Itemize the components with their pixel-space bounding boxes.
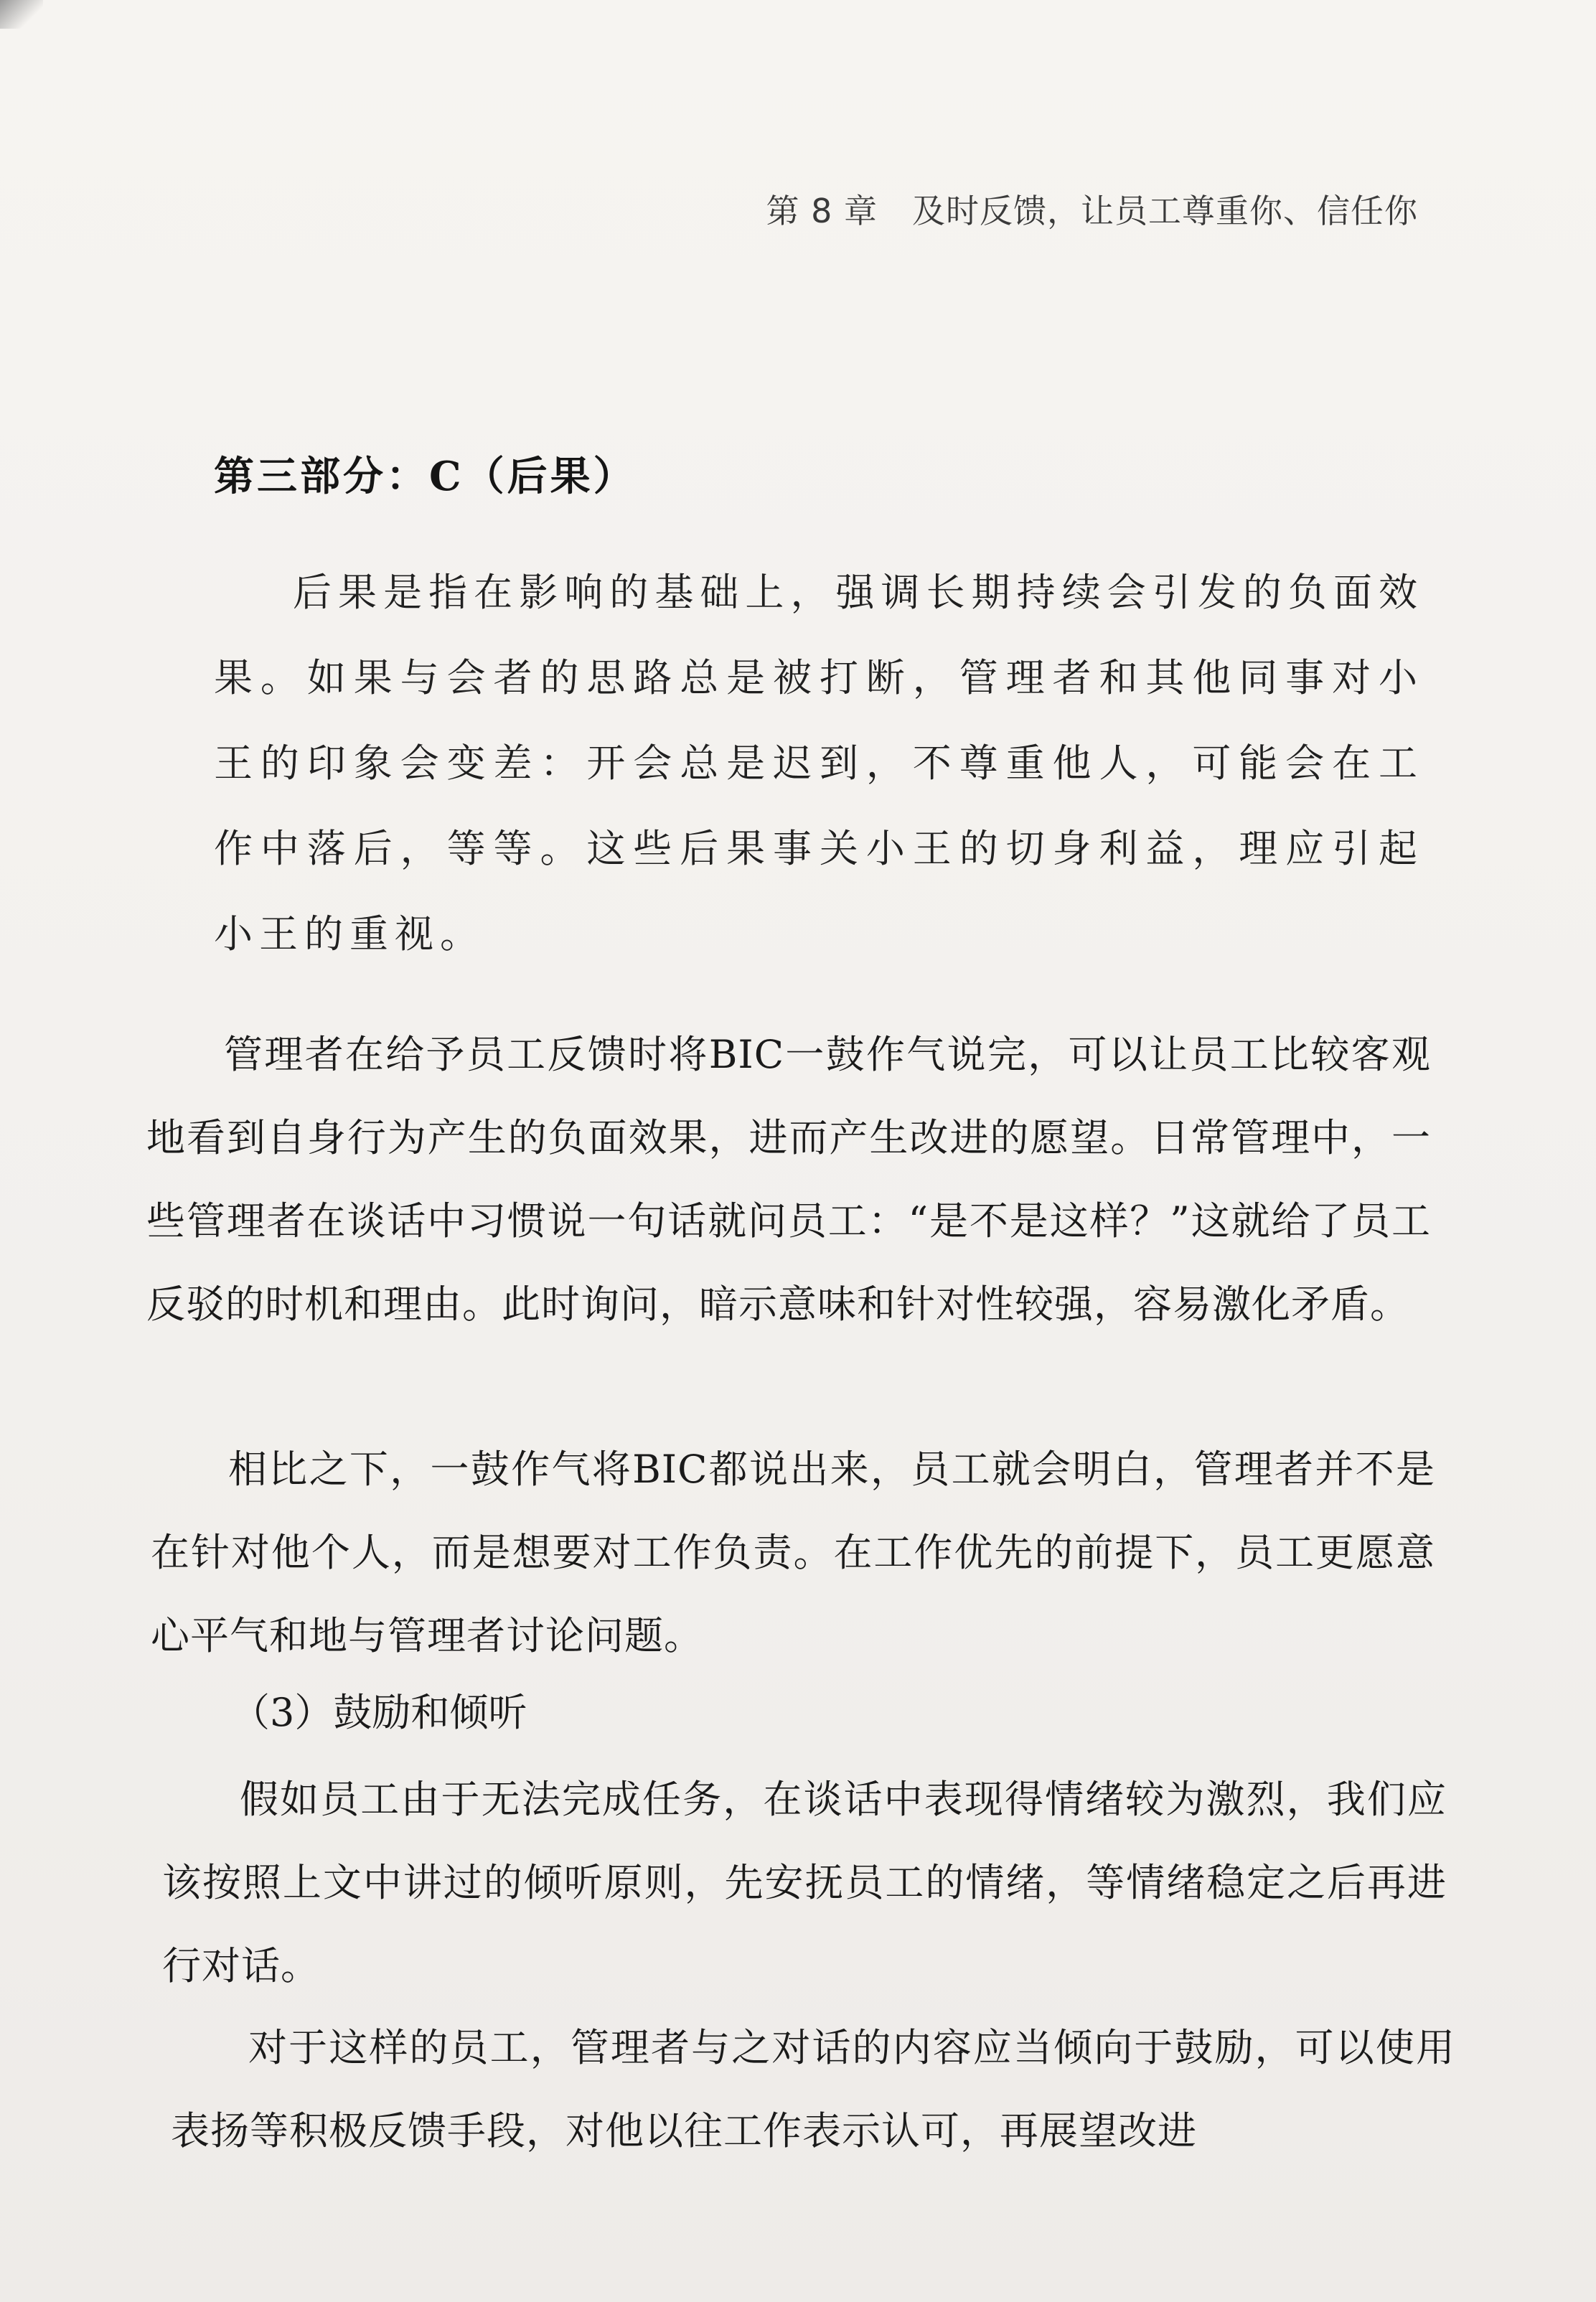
paragraph-comparison: 相比之下，一鼓作气将BIC都说出来，员工就会明白，管理者并不是在针对他个人，而是想要对工作负责。在工作优先的前提下，员工更愿意心平气和地与管理者讨论问题。 [151, 1447, 1435, 1658]
chapter-number: 第 8 章 [766, 192, 878, 230]
running-header [766, 185, 1418, 232]
paragraph-bic-feedback: 管理者在给予员工反馈时将BIC一鼓作气说完，可以让员工比较客观地看到自身行为产生的负面效果，进而产生改进的愿望。日常管理中，一些管理者在谈话中习惯说一句话就问员工：“是不是这样？”这就给了员工反驳的时机和理由。此时询问，暗示意味和针对性较强，容易激化矛盾。 [146, 1032, 1431, 1327]
paragraph-encouragement: 对于这样的员工，管理者与之对话的内容应当倾向于鼓励，可以使用表扬等积极反馈手段，对他以往工作表示认可，再展望改进 [171, 2025, 1455, 2153]
paragraph-listening: 假如员工由于无法完成任务，在谈话中表现得情绪较为激烈，我们应该按照上文中讲过的倾听原则，先安抚员工的情绪，等情绪稳定之后再进行对话。 [162, 1777, 1447, 1988]
section-heading: 第三部分：C（后果） [214, 453, 637, 500]
paragraph-consequence: 后果是指在影响的基础上，强调长期持续会引发的负面效果。如果与会者的思路总是被打断，管理者和其他同事对小王的印象会变差：开会总是迟到，不尊重他人，可能会在工作中落后，等等。这些后果事关小王的切身利益，理应引起小王的重视。 [214, 570, 1424, 957]
page-corner-shadow [0, 0, 43, 29]
chapter-title: 及时反馈，让员工尊重你、信任你 [912, 192, 1418, 230]
subsection-heading: （3）鼓励和倾听 [231, 1690, 527, 1735]
